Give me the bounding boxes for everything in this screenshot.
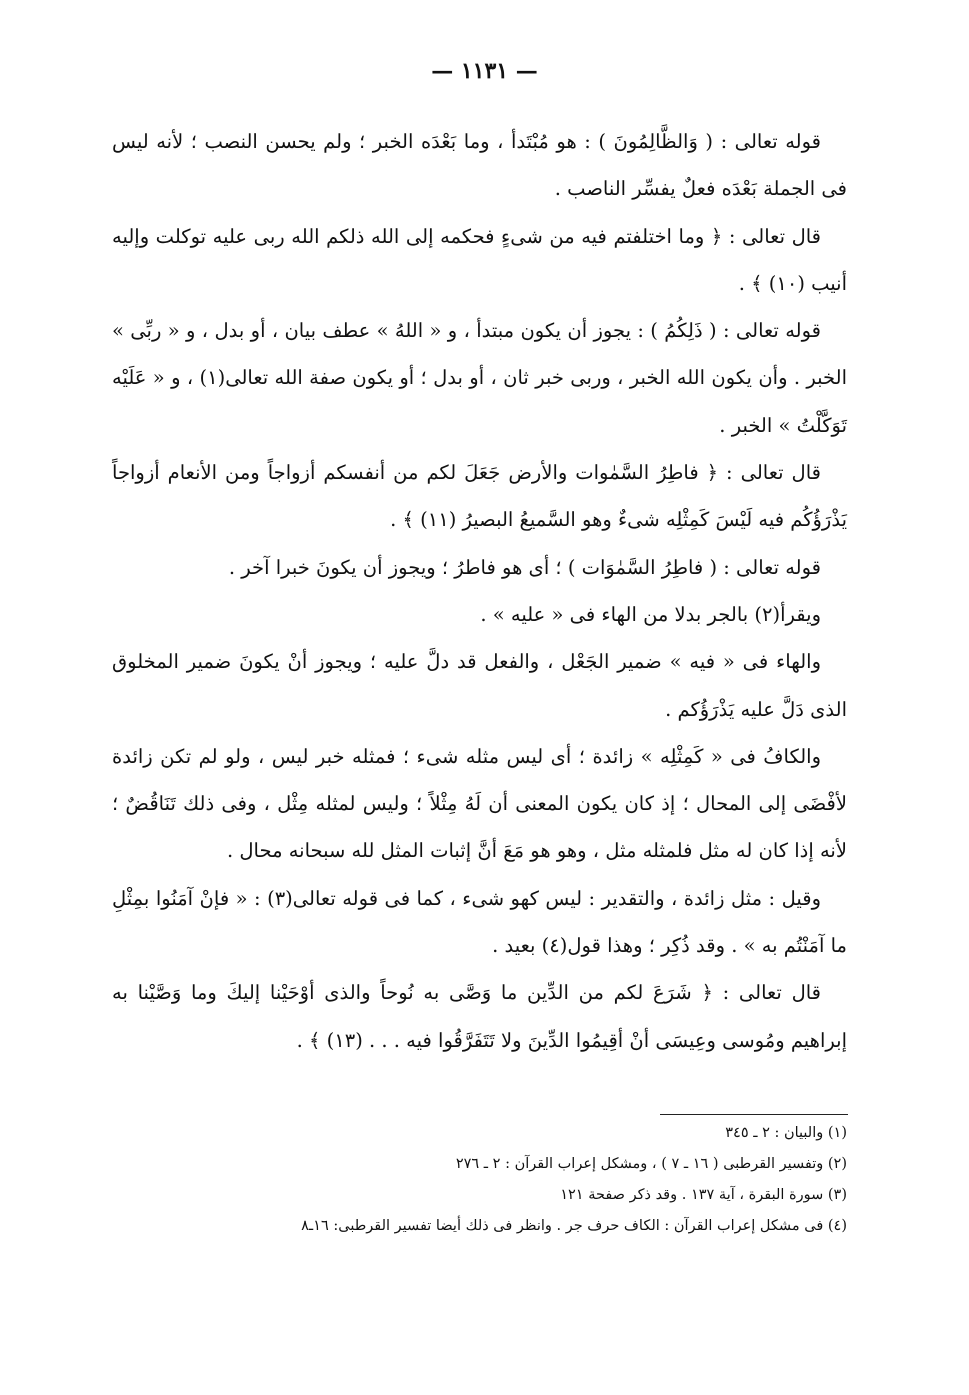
footnote: (٤) فى مشكل إعراب القرآن : الكاف حرف جر . وانظر فى ذلك أيضا تفسير القرطبى: ١٦ـ٨ [301, 1218, 847, 1234]
paragraph: قال تعالى : ﴿ شَرَعَ لكم من الدِّين ما وَصَّى به نُوحاً والذى أوْحَيْنا إليكَ وما وَصَّيْنا به إبراهيم ومُوسى وعِيسَى أنْ أقِيمُوا الدِّينَ ولا تَتَفَرَّقُوا فيه . . . (١٣) ﴾ . [112, 981, 847, 1052]
paragraph: وقيل : مثل زائدة ، والتقدير : ليس كهو شىء ، كما فى قوله تعالى(٣) : « فإنْ آمَنُوا بمِثْلِ ما آمَنْتُم به » . وقد ذُكِر ؛ وهذا قول(٤) بعيد . [112, 886, 847, 958]
paragraph: والهاء فى « فيه » ضمير الجَعْل ، والفعل قد دلَّ عليه ؛ ويجوز أنْ يكونَ ضمير المخلوق الذى دَلَّ عليه يَذْرَؤُكم . [112, 650, 847, 721]
paragraph: قوله تعالى : ( وَالظَّالِمُونَ ) : هو مُبْتَدأ ، وما بَعْدَه الخبر ؛ ولم يحسن النصب ؛ لأنه ليس فى الجملة بَعْدَه فعلٌ يفسِّر الناصب . [112, 130, 847, 201]
footnotes [112, 1118, 847, 1242]
footnote: (١) والبيان : ٢ ـ ٣٤٥ [725, 1125, 847, 1141]
paragraph: قال تعالى : ﴿ وما اختلفتم فيه من شىءٍ فحكمه إلى الله ذلكم الله ربى عليه توكلت وإليه أنيب (١٠) ﴾ . [112, 224, 847, 295]
paragraph: قوله تعالى : ( فاطِرُ السَّمٰوَات ) ؛ أى هو فاطرُ ؛ ويجوز أن يكونَ خبرا آخر . [228, 555, 821, 579]
footnote-divider [660, 1114, 848, 1115]
footnote: (٢) وتفسير القرطبى ( ١٦ ـ ٧ ) ، ومشكل إعراب القرآن : ٢ ـ ٢٧٦ [455, 1156, 847, 1172]
main-text [112, 118, 847, 1064]
paragraph: ويقرأ(٢) بالجر بدلا من الهاء فى « عليه » . [480, 602, 821, 626]
footnote: (٣) سورة البقرة ، آية ١٣٧ . وقد ذكر صفحة ١٢١ [560, 1187, 847, 1203]
paragraph: والكافُ فى « كَمِثْلِه » زائدة ؛ أى ليس مثله شىء ؛ فمثله خبر ليس ، ولو لم تكن زائدة لأفْضَى إلى المحال ؛ إذ كان يكون المعنى أن لَهُ مِثْلاً ؛ وليس لمثله مِثْل ، وفى ذلك تَنَاقُضٌ ؛ لأنه إذا كان له مثل فلمثله مثل ، وهو هو مَعَ أنَّ إثبات المثل لله سبحانه محال . [112, 744, 847, 863]
paragraph: قال تعالى : ﴿ فاطِرُ السَّمٰوات والأرض جَعَلَ لكم من أنفسكم أزواجاً ومن الأنعام أزواجاً يَذْرَؤُكُم فيه لَيْسَ كَمِثْلِه شىءٌ وهو السَّميعُ البصيرُ (١١) ﴾ . [112, 461, 847, 532]
page-number: — ١١٣١ — [431, 58, 538, 84]
paragraph: قوله تعالى : ( ذَلِكُمُ ) : يجوز أن يكون مبتدأ ، و « اللهُ » عطف بيان ، أو بدل ، و « ربِّى » الخبر . وأن يكون الله الخبر ، وربى خبر ثان ، أو بدل ؛ أو يكون صفة الله تعالى(١) ، و « عَلَيْه تَوَكَّلْتُ » الخبر . [112, 319, 847, 437]
